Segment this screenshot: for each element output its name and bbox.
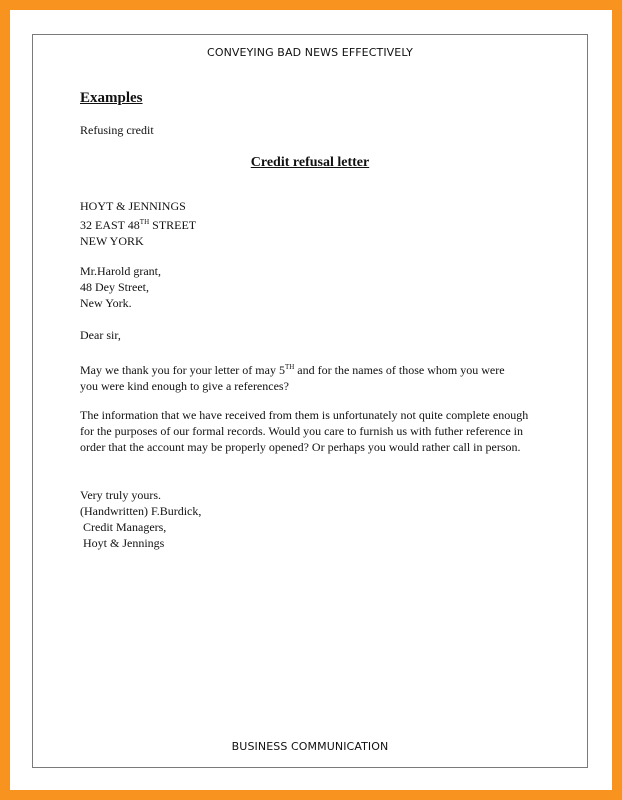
page-footer: BUSINESS COMMUNICATION (231, 740, 389, 753)
subject-line: Refusing credit (80, 123, 154, 137)
sender-city: NEW YORK (80, 234, 144, 248)
signer-company: Hoyt & Jennings (83, 536, 165, 550)
closing-line: Very truly yours. (80, 488, 161, 502)
recipient-name: Mr.Harold grant, (80, 264, 161, 278)
recipient-city: New York. (80, 296, 132, 310)
letter-title: Credit refusal letter (250, 155, 370, 170)
paragraph-1 (80, 359, 505, 394)
signature-line: (Handwritten) F.Burdick, (80, 504, 202, 518)
paragraph-2: The information that we have received from them is unfortunately not quite complete enough for the purposes of our formal records. Would you care to furnish us with futher reference in order that the account may be properly opened? Or perhaps you would rather call in person. (80, 408, 529, 454)
sender-street-name: STREET (149, 218, 197, 232)
paragraph-1-line-1 (80, 359, 505, 378)
sender-name: HOYT & JENNINGS (80, 199, 186, 213)
recipient-address (80, 263, 161, 311)
document-page (10, 10, 612, 790)
sender-street-suffix: TH (139, 218, 150, 226)
section-heading: Examples (80, 90, 143, 106)
sender-street (80, 214, 196, 233)
paragraph-1-text-end: and for the names of those whom you were (294, 363, 505, 377)
recipient-street: 48 Dey Street, (80, 280, 149, 294)
page-frame (32, 34, 588, 768)
sender-street-number: 32 EAST 48 (80, 218, 140, 232)
paragraph-1-line-2: you were kind enough to give a references? (80, 379, 289, 393)
page-header: CONVEYING BAD NEWS EFFECTIVELY (207, 46, 413, 59)
salutation: Dear sir, (80, 328, 121, 342)
signer-title: Credit Managers, (83, 520, 167, 534)
date-suffix: TH (284, 363, 295, 371)
paragraph-1-text-start: May we thank you for your letter of may 5 (80, 363, 285, 377)
sender-address (80, 198, 196, 249)
closing-signature (80, 487, 201, 551)
